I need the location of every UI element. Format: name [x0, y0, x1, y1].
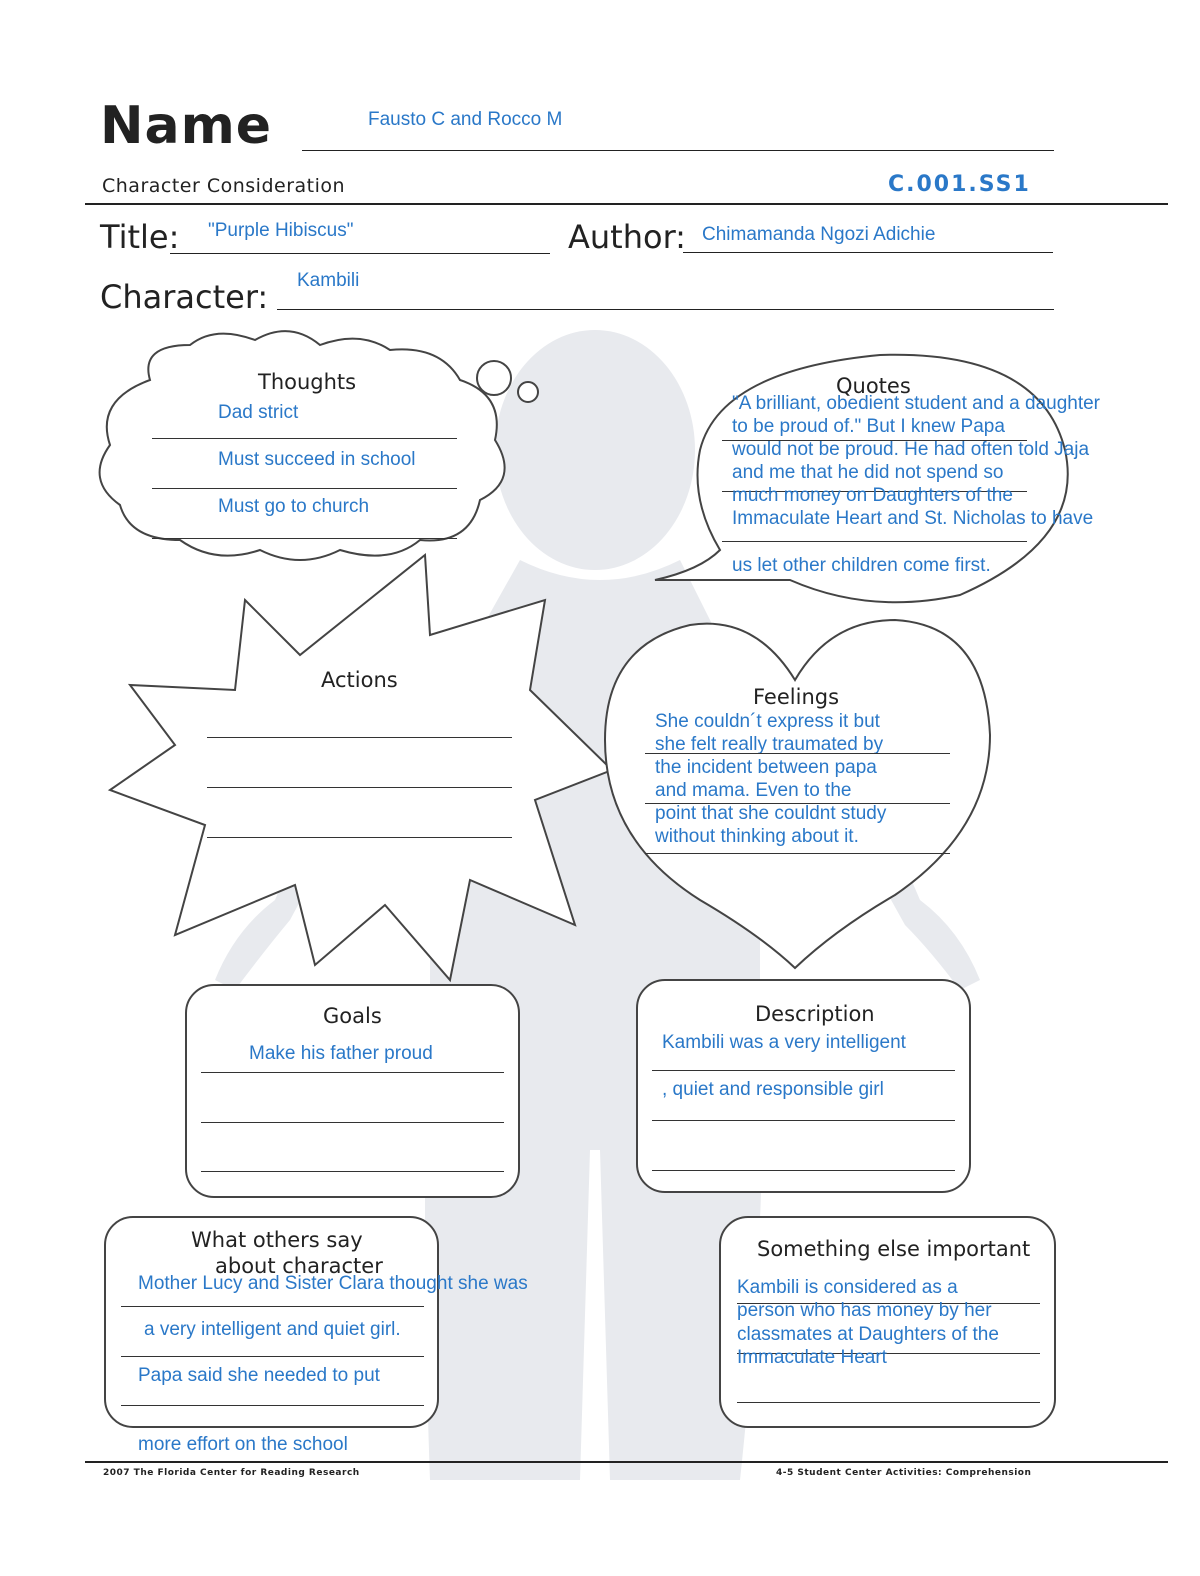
author-line[interactable] [683, 252, 1053, 253]
feeling-line-4: and mama. Even to the [655, 780, 852, 801]
quote-line-3: would not be proud. He had often told Jaja [732, 439, 1090, 460]
title-label: Title: [100, 218, 180, 256]
author-label: Author: [568, 218, 686, 256]
quotes-heading: Quotes [836, 374, 911, 398]
quote-line-6: Immaculate Heart and St. Nicholas to have [732, 508, 1094, 529]
title-line[interactable] [170, 253, 550, 254]
others-line-4: more effort on the school [138, 1434, 348, 1455]
name-label: Name [100, 96, 273, 156]
quote-rule-3[interactable] [722, 541, 1027, 542]
others-heading-2: about character [215, 1254, 383, 1278]
others-rule-3[interactable] [121, 1405, 424, 1406]
thought-line-2: Must succeed in school [218, 449, 416, 470]
thought-line-3: Must go to church [218, 496, 370, 517]
character-value: Kambili [297, 270, 360, 291]
thought-rule-1[interactable] [152, 438, 457, 439]
goal-rule-3[interactable] [201, 1171, 504, 1172]
title-value: "Purple Hibiscus" [208, 220, 354, 241]
action-rule-1[interactable] [207, 737, 512, 738]
actions-heading: Actions [321, 668, 398, 692]
quote-line-4: and me that he did not spend so [732, 462, 1004, 483]
feeling-line-1: She couldn´t express it but [655, 711, 880, 732]
description-rule-3[interactable] [652, 1170, 955, 1171]
others-rule-2[interactable] [121, 1356, 424, 1357]
feeling-line-2: she felt really traumated by [655, 734, 884, 755]
important-line-2: person who has money by her [737, 1300, 992, 1321]
character-label: Character: [100, 278, 269, 316]
others-rule-1[interactable] [121, 1306, 424, 1307]
name-value: Fausto C and Rocco M [368, 109, 563, 130]
quote-line-1: "A brilliant, obedient student and a daughter [732, 393, 1101, 414]
thought-cloud [100, 331, 538, 560]
thought-rule-2[interactable] [152, 488, 457, 489]
important-line-1: Kambili is considered as a [737, 1277, 958, 1298]
thoughts-heading: Thoughts [258, 370, 357, 394]
description-rule-1[interactable] [652, 1070, 955, 1071]
feeling-line-3: the incident between papa [655, 757, 877, 778]
others-line-3: Papa said she needed to put [138, 1365, 380, 1386]
feeling-line-5: point that she couldnt study [655, 803, 887, 824]
others-line-2: a very intelligent and quiet girl. [144, 1319, 401, 1340]
description-line-1: Kambili was a very intelligent [662, 1032, 906, 1053]
description-line-2: , quiet and responsible girl [662, 1079, 884, 1100]
action-rule-3[interactable] [207, 837, 512, 838]
quote-line-2: to be proud of." But I knew Papa [732, 416, 1005, 437]
subtitle: Character Consideration [102, 175, 346, 197]
description-rule-2[interactable] [652, 1120, 955, 1121]
goal-rule-1[interactable] [201, 1072, 504, 1073]
footer-divider [85, 1461, 1168, 1463]
quote-line-5: much money on Daughters of the [732, 485, 1013, 506]
feelings-heading: Feelings [753, 685, 840, 709]
worksheet-code: C.001.SS1 [888, 172, 1031, 197]
name-line[interactable] [302, 150, 1054, 151]
goal-rule-2[interactable] [201, 1122, 504, 1123]
author-value: Chimamanda Ngozi Adichie [702, 224, 936, 245]
others-line-1: Mother Lucy and Sister Clara thought she was [138, 1273, 528, 1294]
important-line-4: Immaculate Heart [737, 1347, 887, 1368]
feeling-rule-1[interactable] [645, 753, 950, 754]
header-divider [85, 203, 1168, 205]
thought-line-1: Dad strict [218, 402, 299, 423]
thought-rule-3[interactable] [152, 538, 457, 539]
feeling-line-6: without thinking about it. [655, 826, 859, 847]
goal-line-1: Make his father proud [249, 1043, 433, 1064]
description-heading: Description [755, 1002, 875, 1026]
character-line[interactable] [277, 309, 1054, 310]
important-heading: Something else important [757, 1237, 1031, 1261]
others-heading-1: What others say [191, 1228, 363, 1252]
feeling-rule-3[interactable] [645, 853, 950, 854]
footer-left: 2007 The Florida Center for Reading Research [103, 1468, 360, 1478]
important-line-3: classmates at Daughters of the [737, 1324, 999, 1345]
quote-line-7: us let other children come first. [732, 555, 991, 576]
action-rule-2[interactable] [207, 787, 512, 788]
goals-heading: Goals [323, 1004, 382, 1028]
footer-right: 4-5 Student Center Activities: Comprehension [776, 1468, 1032, 1478]
important-rule-3[interactable] [737, 1402, 1040, 1403]
